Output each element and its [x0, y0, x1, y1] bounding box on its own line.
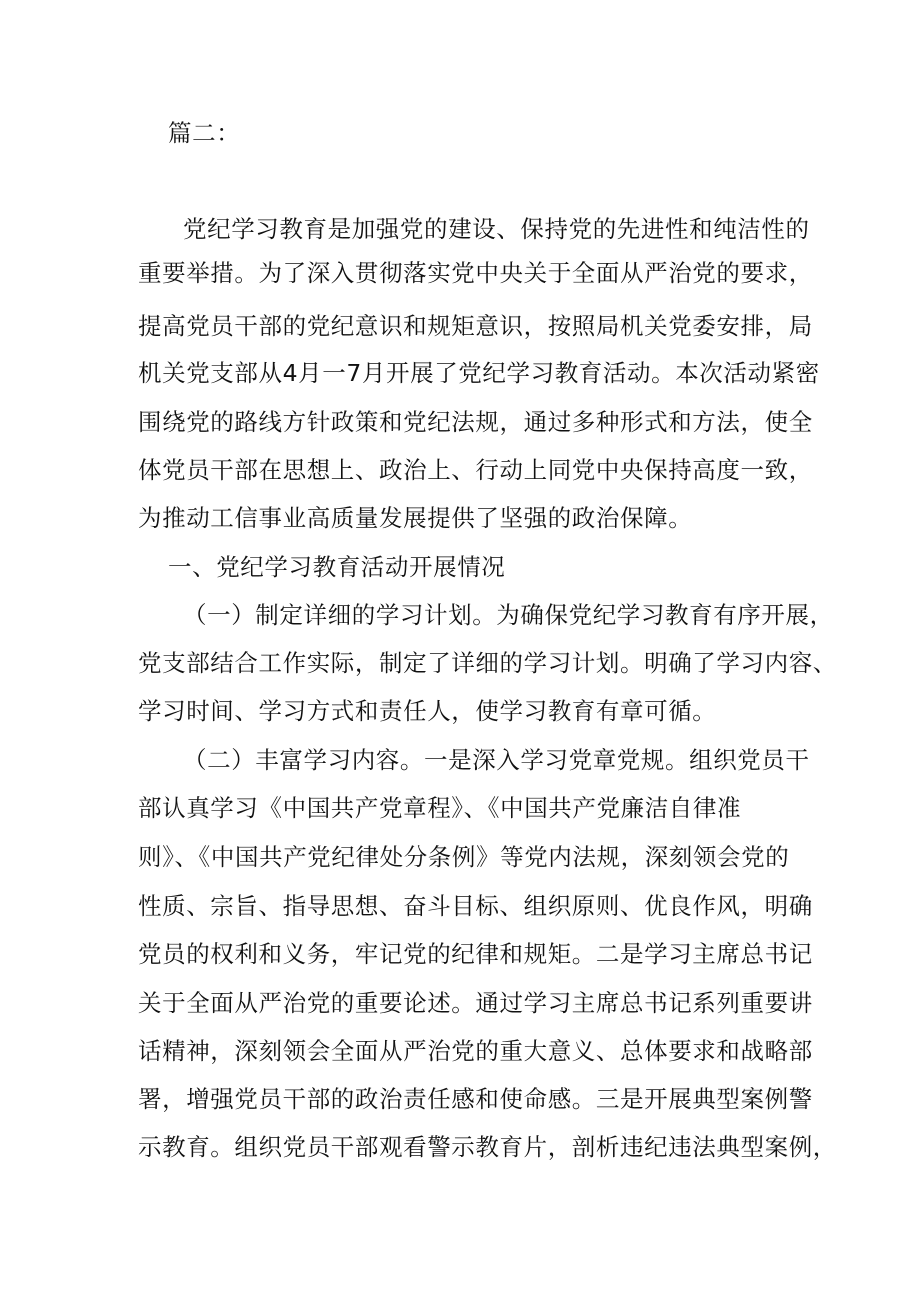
paragraph-line: （二）丰富学习内容。一是深入学习党章党规。组织党员干 — [183, 746, 810, 774]
paragraph-line: 党纪学习教育是加强党的建设、保持党的先进性和纯洁性的 — [183, 215, 810, 243]
paragraph-line: 机关党支部从4月一7月开展了党纪学习教育活动。本次活动紧密 — [138, 359, 820, 387]
paragraph-line: （一）制定详细的学习计划。为确保党纪学习教育有序开展， — [183, 601, 834, 629]
paragraph-line: 性质、宗旨、指导思想、奋斗目标、组织原则、优良作风，明确 — [138, 892, 813, 920]
paragraph-line: 体党员干部在思想上、政治上、行动上同党中央保持高度一致， — [138, 456, 813, 484]
paragraph-line: 提高党员干部的党纪意识和规矩意识，按照局机关党委安排，局 — [138, 312, 813, 340]
paragraph-line: 话精神，深刻领会全面从严治党的重大意义、总体要求和战略部 — [138, 1037, 813, 1065]
section-heading: 一、党纪学习教育活动开展情况 — [168, 553, 506, 581]
paragraph-line: 关于全面从严治党的重要论述。通过学习主席总书记系列重要讲 — [138, 989, 813, 1017]
paragraph-line: 学习时间、学习方式和责任人，使学习教育有章可循。 — [138, 697, 717, 725]
paragraph-line: 党支部结合工作实际，制定了详细的学习计划。明确了学习内容、 — [138, 649, 837, 677]
paragraph-line: 围绕党的路线方针政策和党纪法规，通过多种形式和方法，使全 — [138, 408, 813, 436]
paragraph-line: 党员的权利和义务，牢记党的纪律和规矩。二是学习主席总书记 — [138, 940, 813, 968]
paragraph-line: 示教育。组织党员干部观看警示教育片，剖析违纪违法典型案例， — [138, 1133, 837, 1161]
document-title: 篇二： — [168, 119, 241, 147]
paragraph-line: 则》、《中国共产党纪律处分条例》等党内法规，深刻领会党的 — [138, 843, 790, 871]
paragraph-line: 部认真学习《中国共产党章程》、《中国共产党廉洁自律准 — [138, 794, 742, 822]
paragraph-line: 署，增强党员干部的政治责任感和使命感。三是开展典型案例警 — [138, 1085, 813, 1113]
paragraph-line: 为推动工信事业高质量发展提供了坚强的政治保障。 — [138, 504, 693, 532]
paragraph-line: 重要举措。为了深入贯彻落实党中央关于全面从严治党的要求， — [138, 259, 813, 287]
